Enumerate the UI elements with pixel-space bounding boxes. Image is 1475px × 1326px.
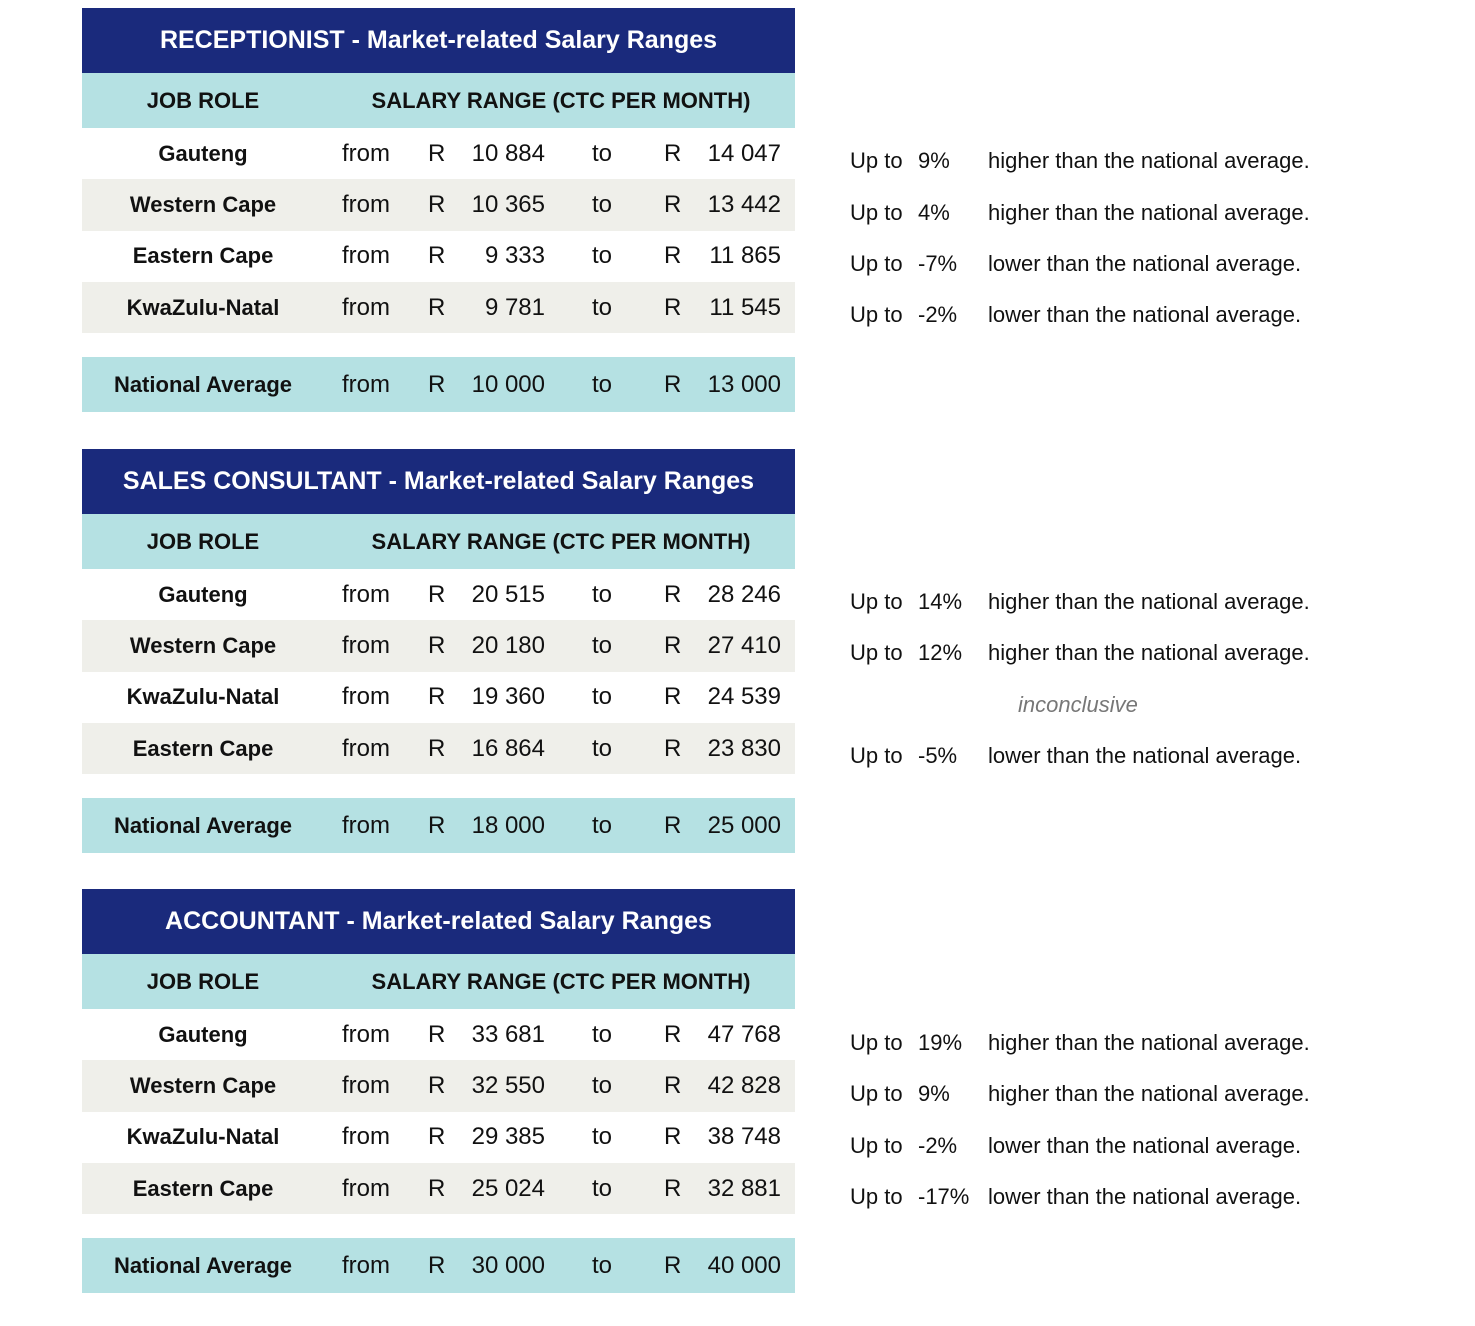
percent-diff: 19% bbox=[918, 1030, 963, 1055]
percent-diff: -5% bbox=[918, 743, 958, 768]
comparison-text: higher than the national average. bbox=[988, 1030, 1310, 1055]
max-salary: 24 539 bbox=[707, 683, 781, 711]
max-salary: 13 000 bbox=[707, 370, 781, 398]
table-row bbox=[82, 1060, 795, 1111]
region-name: KwaZulu-Natal bbox=[126, 294, 280, 320]
max-salary: 32 881 bbox=[707, 1174, 781, 1202]
min-salary: 10 884 bbox=[471, 139, 545, 167]
from-label: from bbox=[342, 293, 390, 321]
currency-symbol: R bbox=[428, 370, 446, 398]
table-title: RECEPTIONIST - Market-related Salary Ranges bbox=[82, 8, 795, 73]
max-salary: 14 047 bbox=[707, 139, 781, 167]
from-label: from bbox=[342, 580, 390, 608]
region-name: National Average bbox=[113, 1252, 293, 1278]
to-label: to bbox=[592, 293, 613, 321]
min-salary: 29 385 bbox=[471, 1123, 545, 1151]
region-name: Gauteng bbox=[158, 581, 248, 607]
salary-range-header: SALARY RANGE (CTC PER MONTH) bbox=[371, 87, 751, 113]
national-average-row bbox=[82, 357, 795, 412]
currency-symbol: R bbox=[664, 139, 682, 167]
up-to-label: Up to bbox=[850, 743, 903, 768]
up-to-label: Up to bbox=[850, 302, 903, 327]
percent-diff: 4% bbox=[918, 200, 950, 225]
currency-symbol: R bbox=[664, 242, 682, 270]
percent-diff: -2% bbox=[918, 302, 958, 327]
up-to-label: Up to bbox=[850, 1133, 903, 1158]
percent-diff: 9% bbox=[918, 1081, 950, 1106]
min-salary: 25 024 bbox=[471, 1174, 545, 1202]
region-name: Gauteng bbox=[158, 1021, 248, 1047]
comparison-note bbox=[850, 640, 1370, 670]
up-to-label: Up to bbox=[850, 1030, 903, 1055]
up-to-label: Up to bbox=[850, 200, 903, 225]
inconclusive-note bbox=[850, 692, 1370, 722]
region-name: KwaZulu-Natal bbox=[126, 1124, 280, 1150]
currency-symbol: R bbox=[664, 1123, 682, 1151]
from-label: from bbox=[342, 1174, 390, 1202]
receptionist-salary-table bbox=[82, 8, 795, 412]
percent-diff: -7% bbox=[918, 251, 958, 276]
comparison-text: lower than the national average. bbox=[988, 743, 1302, 768]
from-label: from bbox=[342, 811, 390, 839]
currency-symbol: R bbox=[664, 631, 682, 659]
comparison-note bbox=[850, 1081, 1370, 1111]
region-name: Eastern Cape bbox=[132, 243, 274, 269]
table-row bbox=[82, 282, 795, 333]
comparison-text: lower than the national average. bbox=[988, 251, 1302, 276]
region-name: Western Cape bbox=[129, 632, 277, 658]
up-to-label: Up to bbox=[850, 148, 903, 173]
currency-symbol: R bbox=[428, 190, 446, 218]
currency-symbol: R bbox=[428, 580, 446, 608]
comparison-note bbox=[850, 302, 1370, 332]
to-label: to bbox=[592, 1020, 613, 1048]
table-row bbox=[82, 723, 795, 774]
currency-symbol: R bbox=[428, 631, 446, 659]
from-label: from bbox=[342, 1071, 390, 1099]
region-name: KwaZulu-Natal bbox=[126, 684, 280, 710]
table-header bbox=[82, 514, 795, 569]
job-role-header: JOB ROLE bbox=[146, 968, 260, 994]
min-salary: 9 333 bbox=[484, 242, 545, 270]
region-name: Western Cape bbox=[129, 1072, 277, 1098]
from-label: from bbox=[342, 139, 390, 167]
to-label: to bbox=[592, 242, 613, 270]
percent-diff: -17% bbox=[918, 1184, 970, 1209]
max-salary: 28 246 bbox=[707, 580, 781, 608]
comparison-note bbox=[850, 1133, 1370, 1163]
min-salary: 19 360 bbox=[471, 683, 545, 711]
up-to-label: Up to bbox=[850, 1081, 903, 1106]
min-salary: 18 000 bbox=[471, 811, 545, 839]
job-role-header: JOB ROLE bbox=[146, 87, 260, 113]
max-salary: 38 748 bbox=[707, 1123, 781, 1151]
region-name: National Average bbox=[113, 812, 293, 838]
currency-symbol: R bbox=[428, 683, 446, 711]
comparison-note bbox=[850, 251, 1370, 281]
national-average-row bbox=[82, 798, 795, 853]
currency-symbol: R bbox=[428, 1251, 446, 1279]
percent-diff: 14% bbox=[918, 589, 963, 614]
from-label: from bbox=[342, 190, 390, 218]
from-label: from bbox=[342, 631, 390, 659]
to-label: to bbox=[592, 683, 613, 711]
table-row bbox=[82, 1112, 795, 1163]
up-to-label: Up to bbox=[850, 251, 903, 276]
min-salary: 32 550 bbox=[471, 1071, 545, 1099]
region-name: Gauteng bbox=[158, 140, 248, 166]
min-salary: 10 365 bbox=[471, 190, 545, 218]
currency-symbol: R bbox=[428, 139, 446, 167]
currency-symbol: R bbox=[664, 1174, 682, 1202]
comparison-text: higher than the national average. bbox=[988, 640, 1310, 665]
to-label: to bbox=[592, 1251, 613, 1279]
comparison-text: lower than the national average. bbox=[988, 1184, 1302, 1209]
max-salary: 13 442 bbox=[707, 190, 781, 218]
to-label: to bbox=[592, 734, 613, 762]
national-average-row bbox=[82, 1238, 795, 1293]
region-name: Eastern Cape bbox=[132, 1175, 274, 1201]
to-label: to bbox=[592, 631, 613, 659]
comparison-text: higher than the national average. bbox=[988, 1081, 1310, 1106]
region-name: Western Cape bbox=[129, 191, 277, 217]
table-header bbox=[82, 954, 795, 1009]
currency-symbol: R bbox=[428, 1071, 446, 1099]
table-row bbox=[82, 231, 795, 282]
from-label: from bbox=[342, 1123, 390, 1151]
max-salary: 40 000 bbox=[707, 1251, 781, 1279]
currency-symbol: R bbox=[428, 293, 446, 321]
currency-symbol: R bbox=[664, 1020, 682, 1048]
comparison-note bbox=[850, 200, 1370, 230]
currency-symbol: R bbox=[664, 580, 682, 608]
up-to-label: Up to bbox=[850, 1184, 903, 1209]
sales-consultant-salary-table bbox=[82, 449, 795, 853]
comparison-note bbox=[850, 148, 1370, 178]
currency-symbol: R bbox=[428, 1174, 446, 1202]
currency-symbol: R bbox=[428, 811, 446, 839]
min-salary: 20 515 bbox=[471, 580, 545, 608]
to-label: to bbox=[592, 1071, 613, 1099]
to-label: to bbox=[592, 370, 613, 398]
table-row bbox=[82, 179, 795, 230]
to-label: to bbox=[592, 811, 613, 839]
max-salary: 11 545 bbox=[709, 293, 781, 321]
to-label: to bbox=[592, 1174, 613, 1202]
min-salary: 20 180 bbox=[471, 631, 545, 659]
max-salary: 42 828 bbox=[707, 1071, 781, 1099]
min-salary: 9 781 bbox=[484, 293, 545, 321]
comparison-text: higher than the national average. bbox=[988, 200, 1310, 225]
to-label: to bbox=[592, 139, 613, 167]
currency-symbol: R bbox=[428, 1123, 446, 1151]
table-row bbox=[82, 569, 795, 620]
region-name: National Average bbox=[113, 371, 293, 397]
accountant-salary-table bbox=[82, 889, 795, 1293]
min-salary: 30 000 bbox=[471, 1251, 545, 1279]
currency-symbol: R bbox=[664, 293, 682, 321]
comparison-note bbox=[850, 589, 1370, 619]
max-salary: 25 000 bbox=[707, 811, 781, 839]
from-label: from bbox=[342, 242, 390, 270]
table-row bbox=[82, 128, 795, 179]
percent-diff: 12% bbox=[918, 640, 963, 665]
currency-symbol: R bbox=[664, 370, 682, 398]
currency-symbol: R bbox=[664, 1251, 682, 1279]
min-salary: 10 000 bbox=[471, 370, 545, 398]
job-role-header: JOB ROLE bbox=[146, 528, 260, 554]
comparison-note bbox=[850, 743, 1370, 773]
max-salary: 47 768 bbox=[707, 1020, 781, 1048]
max-salary: 11 865 bbox=[709, 242, 781, 270]
comparison-note bbox=[850, 1184, 1370, 1214]
inconclusive-text: inconclusive bbox=[1018, 692, 1138, 717]
comparison-text: higher than the national average. bbox=[988, 589, 1310, 614]
table-row bbox=[82, 1009, 795, 1060]
max-salary: 27 410 bbox=[707, 631, 781, 659]
currency-symbol: R bbox=[428, 1020, 446, 1048]
comparison-text: lower than the national average. bbox=[988, 1133, 1302, 1158]
comparison-note bbox=[850, 1030, 1370, 1060]
to-label: to bbox=[592, 580, 613, 608]
comparison-text: higher than the national average. bbox=[988, 148, 1310, 173]
currency-symbol: R bbox=[664, 811, 682, 839]
from-label: from bbox=[342, 370, 390, 398]
percent-diff: 9% bbox=[918, 148, 950, 173]
currency-symbol: R bbox=[428, 242, 446, 270]
up-to-label: Up to bbox=[850, 640, 903, 665]
table-title: SALES CONSULTANT - Market-related Salary Ranges bbox=[82, 449, 795, 514]
table-header bbox=[82, 73, 795, 128]
min-salary: 33 681 bbox=[471, 1020, 545, 1048]
from-label: from bbox=[342, 734, 390, 762]
min-salary: 16 864 bbox=[471, 734, 545, 762]
currency-symbol: R bbox=[664, 190, 682, 218]
from-label: from bbox=[342, 1251, 390, 1279]
salary-range-header: SALARY RANGE (CTC PER MONTH) bbox=[371, 528, 751, 554]
currency-symbol: R bbox=[664, 734, 682, 762]
salary-range-header: SALARY RANGE (CTC PER MONTH) bbox=[371, 968, 751, 994]
max-salary: 23 830 bbox=[707, 734, 781, 762]
from-label: from bbox=[342, 683, 390, 711]
to-label: to bbox=[592, 1123, 613, 1151]
percent-diff: -2% bbox=[918, 1133, 958, 1158]
currency-symbol: R bbox=[664, 683, 682, 711]
currency-symbol: R bbox=[428, 734, 446, 762]
table-title: ACCOUNTANT - Market-related Salary Ranges bbox=[82, 889, 795, 954]
region-name: Eastern Cape bbox=[132, 735, 274, 761]
table-row bbox=[82, 620, 795, 671]
to-label: to bbox=[592, 190, 613, 218]
table-row bbox=[82, 672, 795, 723]
table-row bbox=[82, 1163, 795, 1214]
up-to-label: Up to bbox=[850, 589, 903, 614]
currency-symbol: R bbox=[664, 1071, 682, 1099]
comparison-text: lower than the national average. bbox=[988, 302, 1302, 327]
from-label: from bbox=[342, 1020, 390, 1048]
